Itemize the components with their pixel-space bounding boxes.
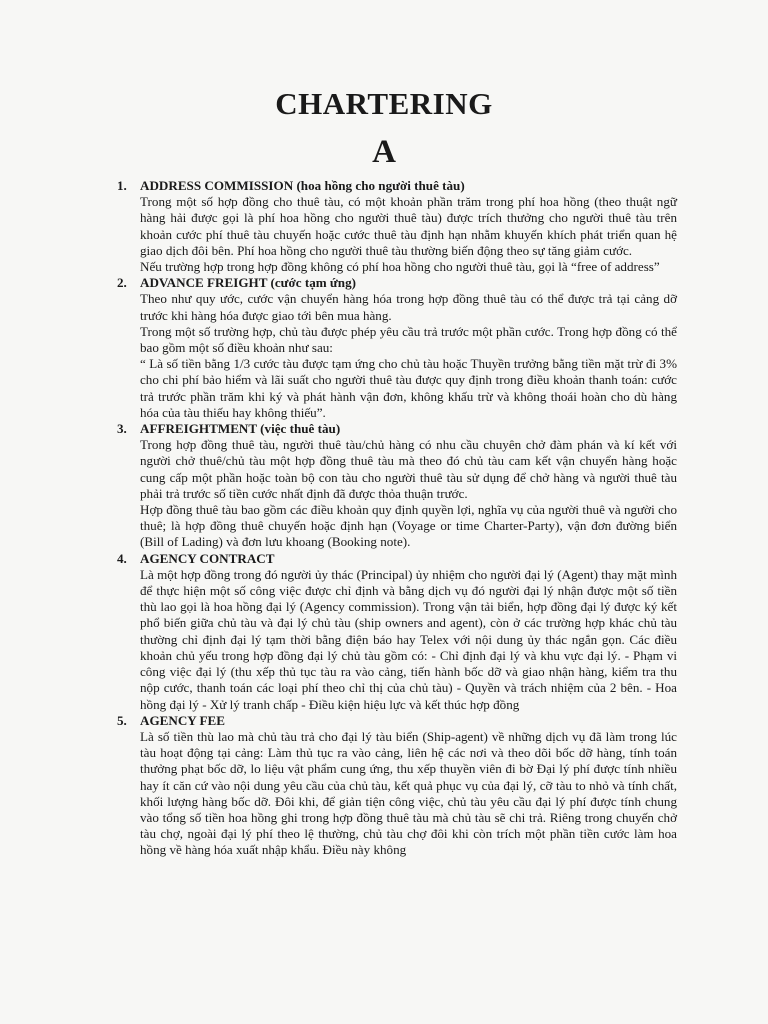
entry-gloss: (hoa hồng cho người thuê tàu) bbox=[296, 178, 465, 193]
glossary-entry bbox=[117, 275, 677, 421]
entry-paragraph: Hợp đồng thuê tàu bao gồm các điều khoản quy định quyền lợi, nghĩa vụ của người thuê và người cho thuê; là hợp đồng thuê chuyến hoặc định hạn (Voyage or time Charter-Party), vận đơn đường biển (Bill of Lading) và đơn lưu khoang (Booking note). bbox=[140, 502, 677, 550]
document-title: CHARTERING bbox=[275, 86, 493, 121]
entry-number: 2. bbox=[117, 275, 127, 291]
section-letter: A bbox=[372, 134, 396, 170]
entry-paragraph: Trong một số hợp đồng cho thuê tàu, có một khoản phần trăm trong phí hoa hồng (theo thuật ngữ hàng hải được gọi là phí hoa hồng cho người thuê tàu) được trích thưởng cho người thuê tàu trên khoản cước phí thuê tàu chuyến hoặc cước thuê tàu định hạn nhằm khuyến khích phát triển quan hệ giao dịch đôi bên. Phí hoa hồng cho người thuê tàu thường biến động theo sự tăng giảm cước. bbox=[140, 194, 677, 258]
entry-term: AFFREIGHTMENT bbox=[140, 421, 257, 437]
entry-heading bbox=[140, 275, 677, 291]
entry-paragraph: Là một hợp đồng trong đó người ủy thác (Principal) ủy nhiệm cho người đại lý (Agent) thay mặt mình để thực hiện một số công việc được chỉ định và bằng dịch vụ đó người đại lý nhận được một số tiền thù lao gọi là hoa hồng đại lý (Agency commission). Trong vận tải biển, hợp đồng đại lý được ký kết phổ biến giữa chủ tàu và đại lý chủ tàu (ship owners and agent), còn ở các trường hợp khác chủ tàu thường chỉ định đại lý tạm thời bằng điện báo hay Telex với nội dung ủy thác ngắn gọn. Các điều khoản chủ yếu trong hợp đồng đại lý chủ tàu gồm có: - Chỉ định đại lý và khu vực đại lý. - Phạm vi công việc đại lý (thu xếp thủ tục tàu ra vào cảng, tiến hành bốc dỡ và giao nhận hàng, kiểm tra thu nộp cước, thanh toán các loại phí theo chỉ thị của chủ tàu) - Quyền và trách nhiệm của 2 bên. - Hoa hồng đại lý - Xử lý tranh chấp - Điều kiện hiệu lực và kết thúc hợp đồng bbox=[140, 566, 677, 712]
entry-paragraph: Theo như quy ước, cước vận chuyển hàng hóa trong hợp đồng thuê tàu có thể được trả tại cảng dỡ trước khi hàng hóa được giao tới bên mua hàng. bbox=[140, 291, 677, 323]
entry-number: 5. bbox=[117, 712, 127, 728]
entry-heading bbox=[140, 178, 677, 194]
entry-paragraph: Nếu trường hợp trong hợp đồng không có phí hoa hồng cho người thuê tàu, gọi là “free of address” bbox=[140, 259, 660, 275]
entry-heading bbox=[140, 551, 677, 567]
entry-paragraph: Trong hợp đồng thuê tàu, người thuê tàu/chủ hàng có nhu cầu chuyên chở đàm phán và kí kết với người chở thuê/chủ tàu một hợp đồng thuê tàu mà theo đó chủ tàu cam kết vận chuyển hàng hoặc cung cấp một phần hoặc toàn bộ con tàu cho người thuê tàu sử dụng để chở hàng và người thuê tàu phải trả trước số tiền cước nhất định đã được thỏa thuận trước. bbox=[140, 437, 677, 501]
entry-term: ADDRESS COMMISSION bbox=[140, 178, 294, 193]
entry-term: AGENCY CONTRACT bbox=[140, 550, 275, 566]
entry-paragraph: “ Là số tiền bằng 1/3 cước tàu được tạm ứng cho chủ tàu hoặc Thuyền trưởng bằng tiền mặt trừ đi 3% cho chi phí bảo hiểm và lãi suất cho người thuê tàu được quy định trong điều khoản thanh toán: cước trả trước phần trăm khi ký và phát hành vận đơn, không khấu trừ và không thoái hoàn cho dù hàng hóa của tàu thiếu hay không thiếu”. bbox=[140, 356, 677, 420]
glossary-entry bbox=[117, 713, 677, 859]
entry-number: 4. bbox=[117, 550, 127, 566]
entry-term: ADVANCE FREIGHT bbox=[140, 275, 268, 291]
entry-paragraph: Là số tiền thù lao mà chủ tàu trả cho đại lý tàu biển (Ship-agent) về những dịch vụ đã làm trong lúc tàu hoạt động tại cảng: Làm thủ tục ra vào cảng, liên hệ các nơi và theo dõi bốc dỡ hàng, tính toán thưởng phạt bốc dỡ, lo liệu vật phẩm cung ứng, thu xếp thuyền viên đi bờ Đại lý phí được tính nhiều hay ít căn cứ vào nội dung yêu cầu của chủ tàu, kết quả phục vụ của đại lý, cỡ tàu to nhỏ và tính chất, khối lượng hàng bốc dỡ. Đôi khi, để giản tiện công việc, chủ tàu yêu cầu đại lý phí được tính chung vào tổng số tiền hoa hồng ghi trong hợp đồng thuê tàu mà chủ tàu sẽ chi trả. Riêng trong chuyến chở tàu chợ, ngoài đại lý phí theo lệ thường, chủ tàu chợ đôi khi còn trích một phần tiền cước làm hoa hồng về hàng hóa xuất nhập khẩu. Điều này không bbox=[140, 728, 677, 858]
entry-heading bbox=[140, 421, 677, 437]
entry-number: 1. bbox=[117, 178, 127, 193]
glossary-entry bbox=[117, 551, 677, 713]
glossary-entry bbox=[117, 421, 677, 551]
entry-number: 3. bbox=[117, 421, 127, 437]
entry-heading bbox=[140, 713, 677, 729]
entry-paragraph: Trong một số trường hợp, chủ tàu được phép yêu cầu trả trước một phần cước. Trong hợp đồng có thể bao gồm một số điều khoản như sau: bbox=[140, 323, 677, 356]
glossary-entries bbox=[117, 178, 677, 859]
entry-gloss: (việc thuê tàu) bbox=[260, 421, 341, 437]
glossary-entry bbox=[117, 178, 677, 275]
entry-term: AGENCY FEE bbox=[140, 712, 225, 728]
entry-gloss: (cước tạm ứng) bbox=[270, 275, 356, 291]
